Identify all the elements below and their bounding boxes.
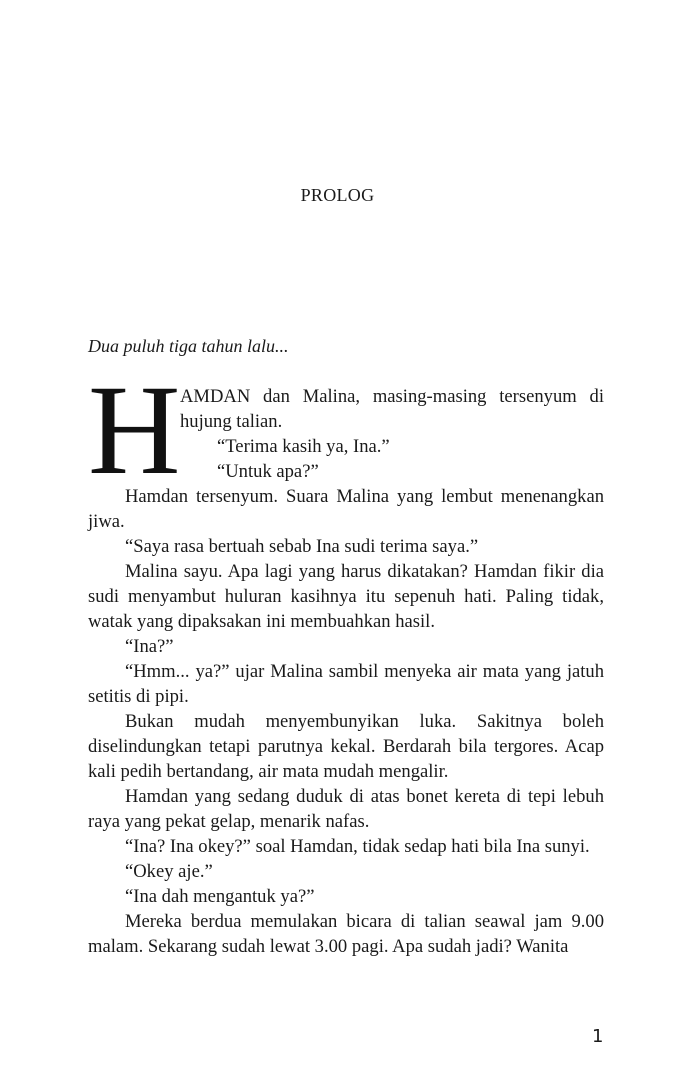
paragraph: “Terima kasih ya, Ina.”: [217, 436, 390, 457]
epigraph: Dua puluh tiga tahun lalu...: [88, 336, 289, 356]
page-number: 1: [592, 1026, 604, 1047]
chapter-title: PROLOG: [300, 185, 375, 205]
paragraph: “Untuk apa?”: [217, 461, 319, 482]
paragraph: “Saya rasa bertuah sebab Ina sudi terima saya.”: [125, 536, 479, 557]
paragraph: “Ina? Ina okey?” soal Hamdan, tidak sedap hati bila Ina sunyi.: [125, 836, 590, 857]
paragraph: Hamdan tersenyum. Suara Malina yang lembut menenangkan jiwa.: [88, 486, 604, 532]
paragraph: “Ina dah mengantuk ya?”: [125, 886, 315, 907]
body-text: [88, 359, 604, 959]
paragraph: Malina sayu. Apa lagi yang harus dikatakan? Hamdan fikir dia sudi menyambut huluran kasihnya itu sepenuh hati. Paling tidak, watak yang dipaksakan ini membuahkan hasil.: [88, 561, 604, 632]
paragraph: Bukan mudah menyembunyikan luka. Sakitnya boleh diselindungkan tetapi parutnya kekal. Berdarah bila tergores. Acap kali pedih bertandang, air mata mudah mengalir.: [88, 711, 604, 782]
drop-cap-block: [88, 359, 604, 501]
paragraph: “Okey aje.”: [125, 861, 213, 882]
paragraph: AMDAN dan Malina, masing-masing tersenyum di hujung talian.: [180, 386, 604, 432]
paragraph: “Hmm... ya?” ujar Malina sambil menyeka air mata yang jatuh setitis di pipi.: [88, 661, 604, 707]
paragraph: Hamdan yang sedang duduk di atas bonet kereta di tepi lebuh raya yang pekat gelap, menarik nafas.: [88, 786, 604, 832]
drop-cap-lines: [180, 384, 604, 484]
paragraph: “Ina?”: [125, 636, 174, 657]
drop-cap-letter: H: [88, 359, 181, 501]
paragraph: Mereka berdua memulakan bicara di talian seawal jam 9.00 malam. Sekarang sudah lewat 3.00 pagi. Apa sudah jadi? Wanita: [88, 911, 604, 957]
